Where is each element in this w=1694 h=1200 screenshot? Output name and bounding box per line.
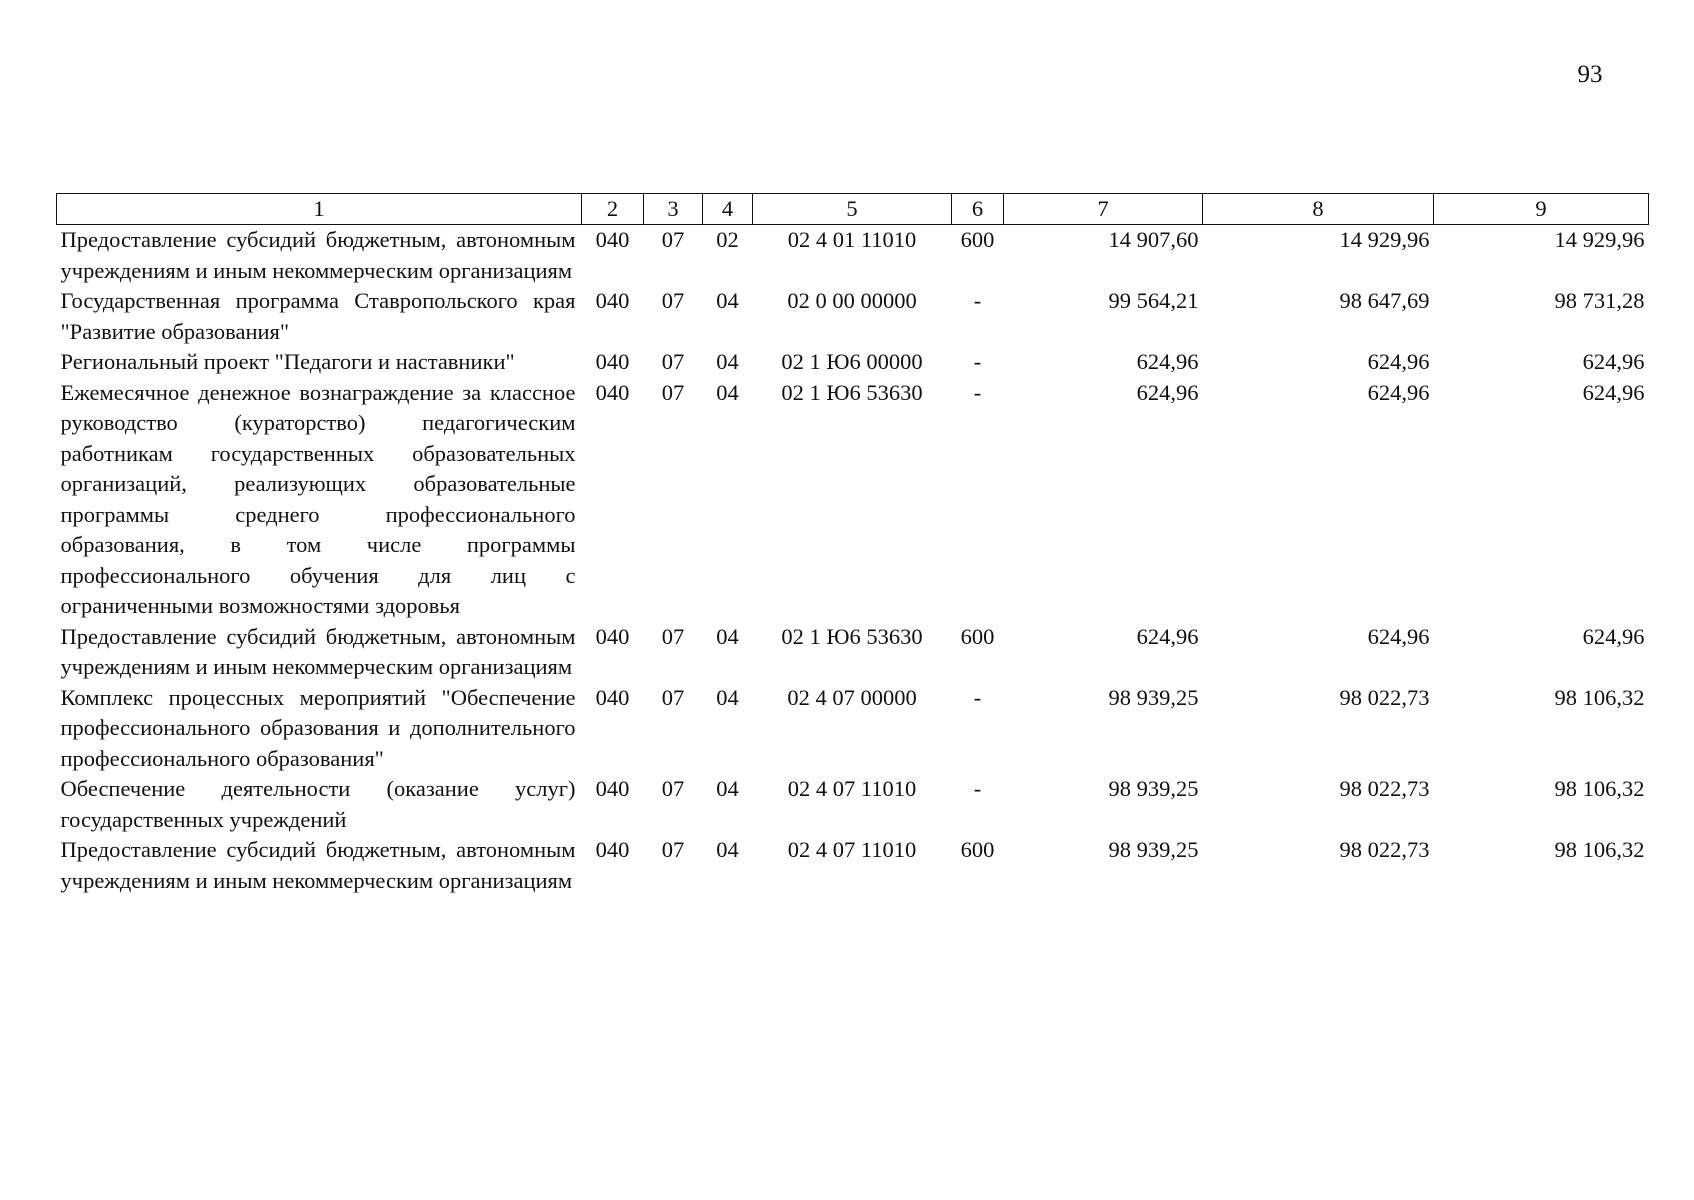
amount-cell-9: 624,96 <box>1582 349 1645 374</box>
column-header-1: 1 <box>57 194 582 225</box>
ministry-code-cell: 040 <box>595 684 630 710</box>
expense-type-cell: 600 <box>960 227 995 252</box>
column-header-4: 4 <box>703 194 753 225</box>
expense-type-cell: - <box>973 288 982 313</box>
section-cell: 07 <box>661 684 685 710</box>
amount-cell-8: 98 022,73 <box>1339 837 1430 862</box>
ministry-code-cell: 040 <box>595 227 630 252</box>
column-header-5: 5 <box>753 194 952 225</box>
table-row <box>57 683 1649 775</box>
column-header-6: 6 <box>952 194 1004 225</box>
amount-cell-9: 624,96 <box>1582 379 1645 405</box>
amount-cell-9: 624,96 <box>1582 623 1645 649</box>
amount-cell-8: 624,96 <box>1367 379 1430 405</box>
amount-cell-7: 624,96 <box>1136 623 1199 649</box>
amount-cell-7: 98 939,25 <box>1108 684 1199 710</box>
ministry-code-cell: 040 <box>595 288 630 313</box>
subsection-cell: 04 <box>716 288 739 313</box>
amount-cell-7: 624,96 <box>1136 379 1199 405</box>
section-cell: 07 <box>661 379 685 405</box>
header-row <box>57 194 1649 225</box>
row-name-cell: Комплекс процессных мероприятий "Обеспечение профессионального образования и дополнительного профессионального образования" <box>60 684 576 771</box>
table-row <box>57 347 1649 378</box>
amount-cell-9: 98 106,32 <box>1554 776 1645 801</box>
column-header-3: 3 <box>644 194 703 225</box>
expense-type-cell: 600 <box>960 837 995 862</box>
subsection-cell: 04 <box>716 349 739 374</box>
section-cell: 07 <box>661 288 685 313</box>
section-cell: 07 <box>661 349 685 374</box>
amount-cell-7: 98 939,25 <box>1108 837 1199 862</box>
row-name-cell: Предоставление субсидий бюджетным, автономным учреждениям и иным некоммерческим организациям <box>60 837 576 893</box>
column-header-9: 9 <box>1434 194 1649 225</box>
table-row <box>57 378 1649 622</box>
subsection-cell: 04 <box>716 684 739 710</box>
row-name-cell: Региональный проект "Педагоги и наставники" <box>60 349 515 374</box>
table-row <box>57 774 1649 835</box>
row-name-cell: Обеспечение деятельности (оказание услуг) государственных учреждений <box>60 776 576 832</box>
budget-table <box>56 193 1649 896</box>
subsection-cell: 02 <box>716 227 739 252</box>
row-name-cell: Ежемесячное денежное вознаграждение за классное руководство (кураторство) педагогическим работникам государственных образовательных организаций, реализующих образовательные программы среднего профессионального образования, в том числе программы профессионального обучения для лиц с ограниченными возможностями здоровья <box>60 379 576 618</box>
amount-cell-9: 98 731,28 <box>1554 288 1645 313</box>
amount-cell-8: 98 022,73 <box>1339 776 1430 801</box>
table-row <box>57 622 1649 683</box>
target-article-cell: 02 1 Ю6 53630 <box>781 379 923 405</box>
target-article-cell: 02 4 07 00000 <box>787 684 917 710</box>
amount-cell-8: 98 647,69 <box>1339 288 1430 313</box>
expense-type-cell: - <box>973 684 982 710</box>
target-article-cell: 02 4 01 11010 <box>787 227 917 252</box>
amount-cell-9: 14 929,96 <box>1554 227 1645 252</box>
ministry-code-cell: 040 <box>595 623 630 649</box>
column-header-7: 7 <box>1004 194 1203 225</box>
subsection-cell: 04 <box>716 837 739 862</box>
page-number: 93 <box>1577 61 1603 88</box>
target-article-cell: 02 4 07 11010 <box>787 837 917 862</box>
section-cell: 07 <box>661 623 685 649</box>
target-article-cell: 02 0 00 00000 <box>787 288 917 313</box>
section-cell: 07 <box>661 837 685 862</box>
amount-cell-8: 624,96 <box>1367 349 1430 374</box>
row-name-cell: Государственная программа Ставропольского края "Развитие образования" <box>60 288 576 344</box>
target-article-cell: 02 1 Ю6 00000 <box>781 349 923 374</box>
expense-type-cell: - <box>973 776 982 801</box>
amount-cell-9: 98 106,32 <box>1554 684 1645 710</box>
target-article-cell: 02 1 Ю6 53630 <box>781 623 923 649</box>
amount-cell-7: 99 564,21 <box>1108 288 1199 313</box>
subsection-cell: 04 <box>716 623 739 649</box>
ministry-code-cell: 040 <box>595 776 630 801</box>
section-cell: 07 <box>661 227 685 252</box>
table-row <box>57 286 1649 347</box>
ministry-code-cell: 040 <box>595 837 630 862</box>
subsection-cell: 04 <box>716 379 739 405</box>
amount-cell-8: 98 022,73 <box>1339 684 1430 710</box>
amount-cell-7: 14 907,60 <box>1108 227 1199 252</box>
table-row <box>57 835 1649 896</box>
ministry-code-cell: 040 <box>595 379 630 405</box>
row-name-cell: Предоставление субсидий бюджетным, автономным учреждениям и иным некоммерческим организациям <box>60 227 576 283</box>
target-article-cell: 02 4 07 11010 <box>787 776 917 801</box>
amount-cell-7: 624,96 <box>1136 349 1199 374</box>
amount-cell-8: 624,96 <box>1367 623 1430 649</box>
table-row <box>57 225 1649 287</box>
expense-type-cell: 600 <box>960 623 995 649</box>
ministry-code-cell: 040 <box>595 349 630 374</box>
expense-type-cell: - <box>973 349 982 374</box>
amount-cell-7: 98 939,25 <box>1108 776 1199 801</box>
subsection-cell: 04 <box>716 776 739 801</box>
column-header-2: 2 <box>582 194 644 225</box>
expense-type-cell: - <box>973 379 982 405</box>
amount-cell-8: 14 929,96 <box>1339 227 1430 252</box>
column-header-8: 8 <box>1203 194 1434 225</box>
row-name-cell: Предоставление субсидий бюджетным, автономным учреждениям и иным некоммерческим организациям <box>60 623 576 679</box>
section-cell: 07 <box>661 776 685 801</box>
amount-cell-9: 98 106,32 <box>1554 837 1645 862</box>
